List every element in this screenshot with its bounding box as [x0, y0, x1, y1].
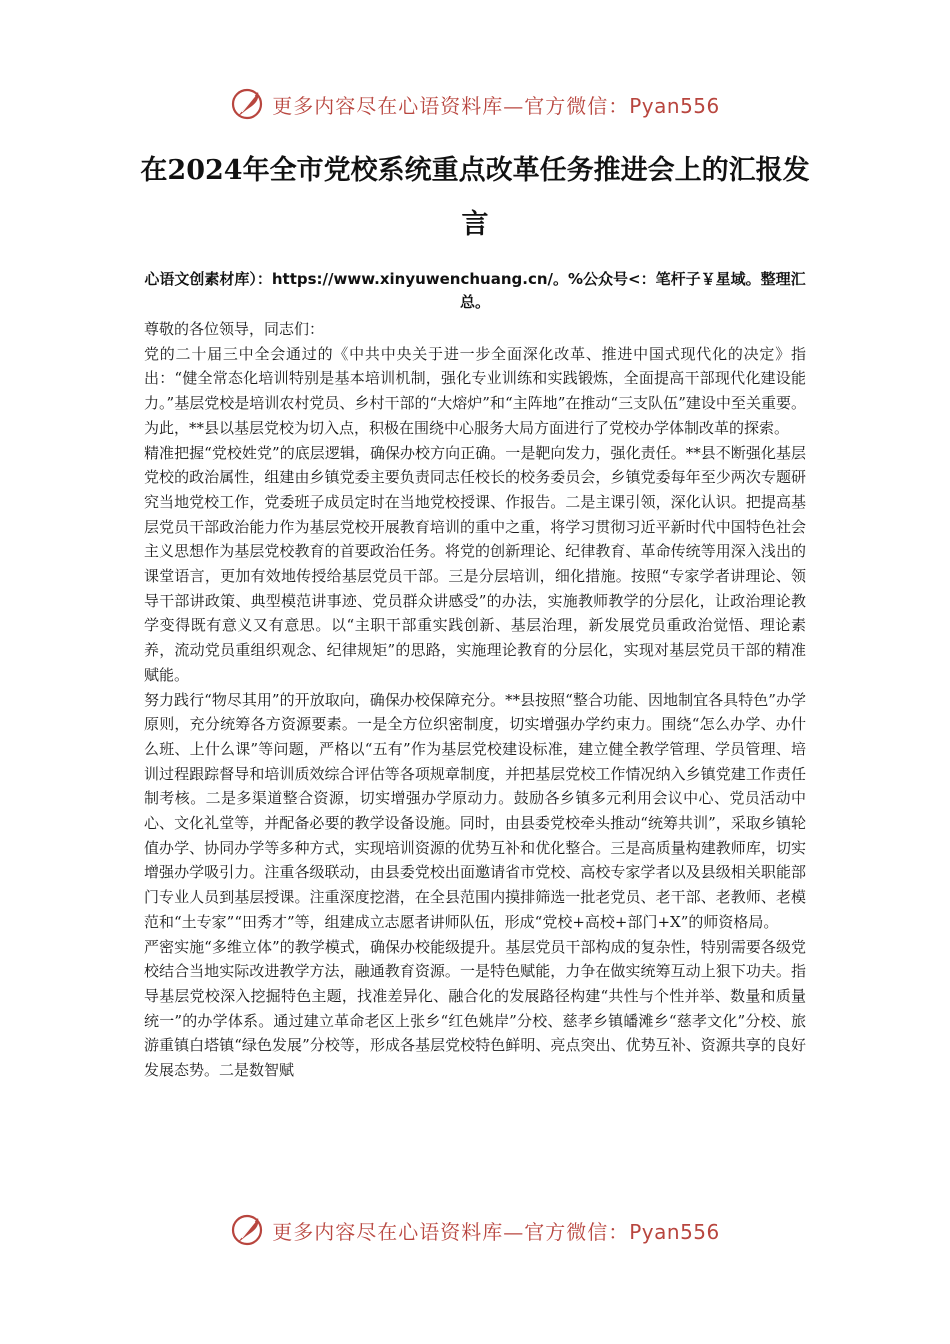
body-paragraph: 努力践行“物尽其用”的开放取向，确保办校保障充分。**县按照“整合功能、因地制宜各具特色”办学原则，充分统筹各方资源要素。一是全方位织密制度，切实增强办学约束力。围绕“怎么办学、办什么班、上什么课”等问题，严格以“五有”作为基层党校建设标准，建立健全教学管理、学员管理、培训过程跟踪督导和培训质效综合评估等各项规章制度，并把基层党校工作情况纳入乡镇党建工作责任制考核。二是多渠道整合资源，切实增强办学原动力。鼓励各乡镇多元利用会议中心、党员活动中心、文化礼堂等，并配备必要的教学设备设施。同时，由县委党校牵头推动“统筹共训”，采取乡镇轮值办学、协同办学等多种方式，实现培训资源的优势互补和优化整合。三是高质量构建教师库，切实增强办学吸引力。注重各级联动，由县委党校出面邀请省市党校、高校专家学者以及县级相关职能部门专业人员到基层授课。注重深度挖潜，在全县范围内摸排筛选一批老党员、老干部、老教师、老模范和“土专家”“田秀才”等，组建成立志愿者讲师队伍，形成“党校+高校+部门+X”的师资格局。 [144, 690, 806, 931]
wechat-handle: Pyan556 [629, 1219, 720, 1244]
source-line: 心语文创素材库）：https://www.xinyuwenchuang.cn/。%公众号<：笔杆子￥星域。整理汇总。 [144, 270, 806, 311]
body-paragraph: 精准把握“党校姓党”的底层逻辑，确保办校方向正确。一是靶向发力，强化责任。**县不断强化基层党校的政治属性，组建由乡镇党委主要负责同志任校长的校务委员会，乡镇党委每年至少两次专题研究当地党校工作，党委班子成员定时在当地党校授课、作报告。二是主课引领，深化认识。把提高基层党员干部政治能力作为基层党校开展教育培训的重中之重，将学习贯彻习近平新时代中国特色社会主义思想作为基层党校教育的首要政治任务。将党的创新理论、纪律教育、革命传统等用深入浅出的课堂语言，更加有效地传授给基层党员干部。三是分层培训，细化措施。按照“专家学者讲理论、领导干部讲政策、典型模范讲事迹、党员群众讲感受”的办法，实施教师教学的分层化，让政治理论教学变得既有意义又有意思。以“主职干部重实践创新、基层治理，新发展党员重政治觉悟、理论素养，流动党员重组织观念、纪律规矩”的思路，实施理论教育的分层化，实现对基层党员干部的精准赋能。 [144, 443, 806, 684]
footer-watermark-banner [0, 1208, 950, 1252]
watermark-text [272, 90, 720, 119]
document-title: 在2024年全市党校系统重点改革任务推进会上的汇报发言 [140, 155, 810, 240]
wechat-handle: Pyan556 [629, 93, 720, 118]
body-paragraph: 严密实施“多维立体”的教学模式，确保办校能级提升。基层党员干部构成的复杂性，特别需要各级党校结合当地实际改进教学方法，融通教育资源。一是特色赋能，力争在做实统筹互动上狠下功夫。指导基层党校深入挖掘特色主题，找准差异化、融合化的发展路径构建“共性与个性并举、数量和质量统一”的办学体系。通过建立革命老区上张乡“红色姚岸”分校、慈孝乡镇皤滩乡“慈孝文化”分校、旅游重镇白塔镇“绿色发展”分校等，形成各基层党校特色鲜明、亮点突出、优势互补、资源共享的良好发展态势。二是数智赋 [144, 937, 806, 1080]
watermark-label: 更多内容尽在心语资料库—官方微信： [272, 93, 630, 118]
document-body [144, 317, 806, 1080]
header-watermark-banner [0, 82, 950, 126]
watermark-text [272, 1216, 720, 1245]
watermark-label: 更多内容尽在心语资料库—官方微信： [272, 1219, 630, 1244]
feather-logo-icon [230, 1212, 266, 1248]
salutation: 尊敬的各位领导，同志们： [144, 320, 325, 338]
body-paragraph: 党的二十届三中全会通过的《中共中央关于进一步全面深化改革、推进中国式现代化的决定》指出：“健全常态化培训特别是基本培训机制，强化专业训练和实践锻炼，全面提高干部现代化建设能力。”基层党校是培训农村党员、乡村干部的“大熔炉”和“主阵地”在推动“三支队伍”建设中至关重要。为此，**县以基层党校为切入点，积极在围绕中心服务大局方面进行了党校办学体制改革的探索。 [144, 344, 806, 437]
feather-logo-icon [230, 86, 266, 122]
